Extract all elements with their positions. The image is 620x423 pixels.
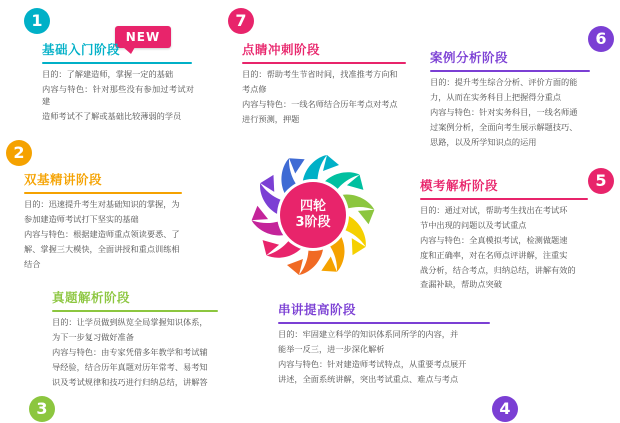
stage-number-5: 5 [588,168,614,194]
stage-title-3: 真题解析阶段 [52,290,131,305]
stage-number-2: 2 [6,140,32,166]
stage-title-4: 串讲提高阶段 [278,302,357,317]
stage-number-4: 4 [492,396,518,422]
stage-body-3: 目的：让学员做到纵览全局掌握知识体系， 为下一步复习做好准备 内容与特色：由专家凭借多年教学和考试辅 导经验，结合历年真题对历年常考、易考知 识及考试规律和技巧进行归纳总结，讲解答 [52,317,208,387]
center-line-1: 四轮 [299,199,326,215]
stage-body-5: 目的：通过对试，帮助考生找出在考试环 节中出现的问题以及考试重点 内容与特色：全真模拟考试，检测做题速 度和正确率，对在名师点评讲解，注重实 战分析，结合考点，归纳总结，讲解有效的 查漏补缺，帮助点突破 [420,205,576,290]
center-label [280,182,346,248]
center-line-2: 3阶段 [295,215,331,230]
stage-body-2: 目的：迅速提升考生对基础知识的掌握，为 参加建造师考试打下坚实的基础 内容与特色：根据建造师重点领读要悉、了 解、掌握三大模快，全面讲授和重点训练相 结合 [24,199,180,269]
stage-number-1: 1 [24,8,50,34]
new-badge: NEW [115,26,171,48]
stage-title-5: 模考解析阶段 [420,178,499,193]
stage-title-6: 案例分析阶段 [430,50,509,65]
stage-number-7: 7 [228,8,254,34]
stage-number-6: 6 [588,26,614,52]
stage-number-3: 3 [29,396,55,422]
stage-title-1: 基础入门阶段 [42,42,121,57]
stage-title-7: 点睛冲刺阶段 [242,42,321,57]
stage-body-4: 目的：牢固建立科学的知识体系同所学的内容，并 能举一反三，进一步深化解析 内容与特色：针对建造师考试特点，从重要考点展开 讲述，全面系统讲解，突出考试重点、难点与考点 [278,329,467,384]
stage-body-7: 目的：帮助考生节省时间，找准推考方向和 考点修 内容与特色：一线名师结合历年考点对考点 进行预测，押题 [242,69,398,124]
center-pinwheel [243,145,383,285]
stage-body-6: 目的：提升考生综合分析、评价方面的能 力，从而在实务科目上把握得分重点 内容与特色：针对实务科目，一线名师通 过案例分析，全面向考生展示解题技巧、 思路，以及所学知识点的运用 [430,77,578,147]
stage-title-2: 双基精讲阶段 [24,172,103,187]
stage-body-1: 目的：了解建造师，掌握一定的基础 内容与特色：针对那些没有参加过考试对建 造师考试不了解或基础比较薄弱的学员 [42,69,194,121]
